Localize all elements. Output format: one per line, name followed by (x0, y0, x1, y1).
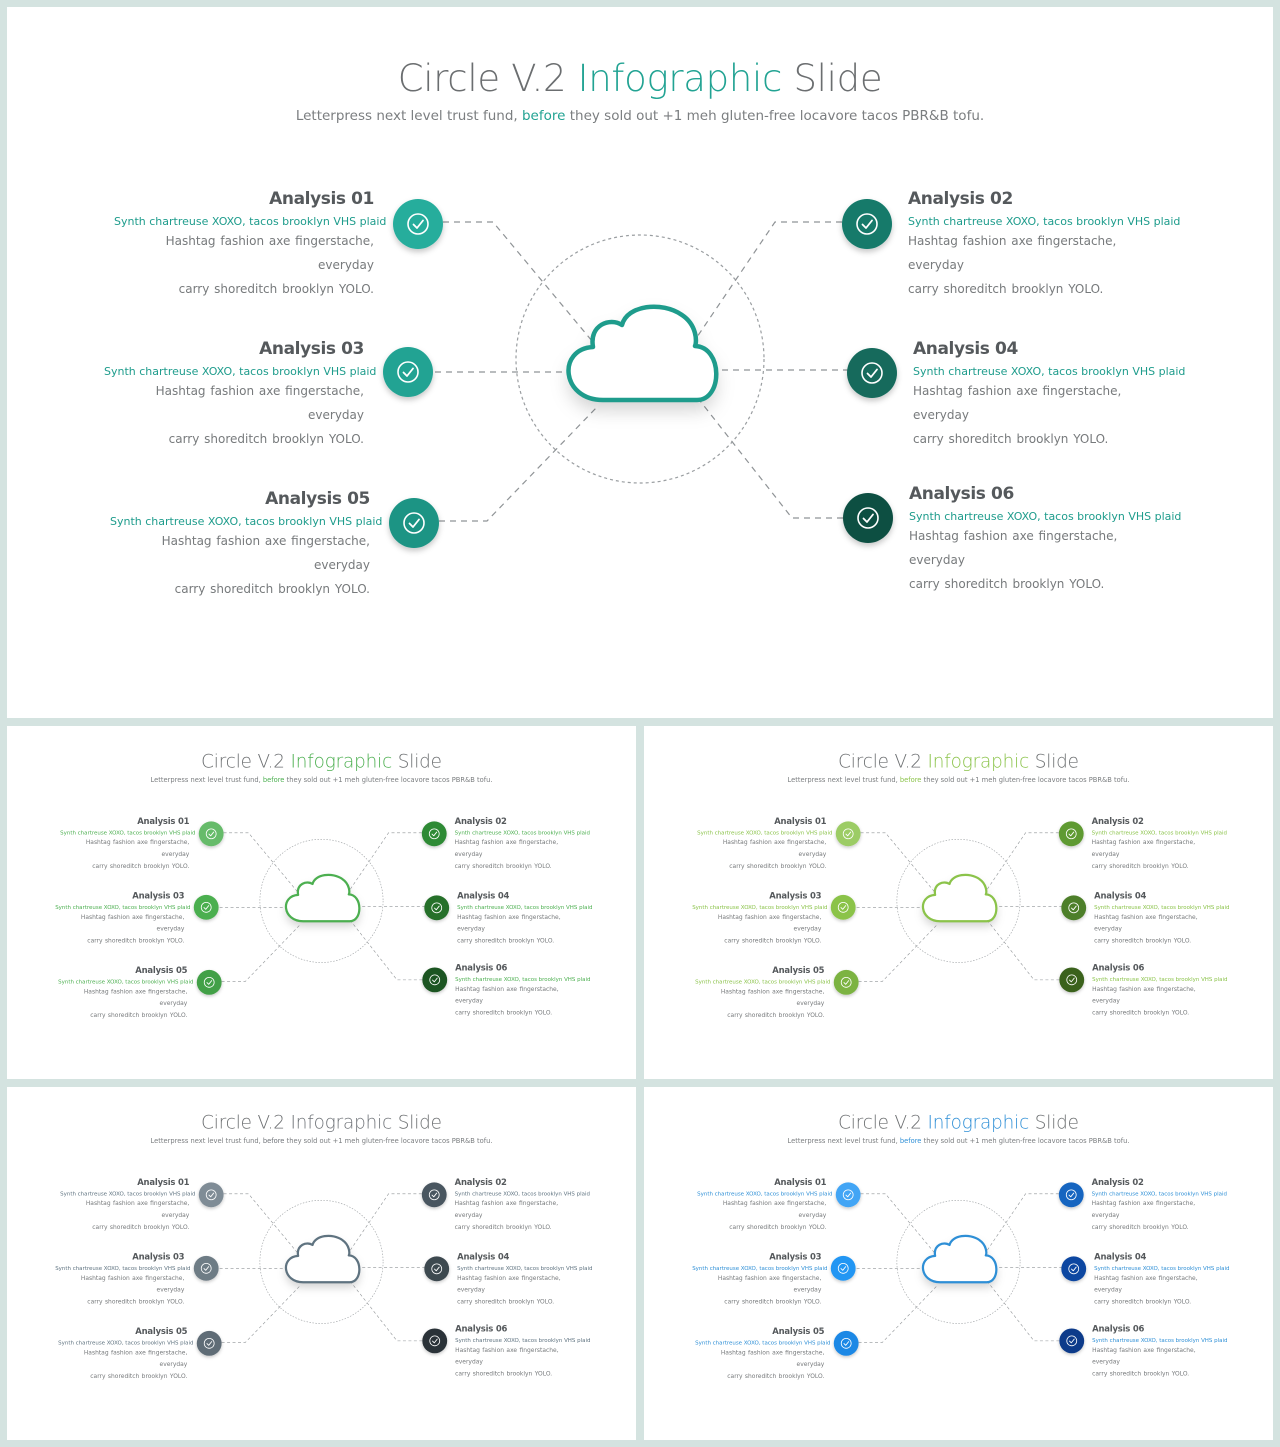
item-line-2: carry shoreditch brooklyn YOLO. (455, 1370, 553, 1378)
analysis-01 (114, 189, 387, 301)
item-title: Analysis 01 (137, 1177, 190, 1188)
item-line-2: carry shoreditch brooklyn YOLO. (913, 432, 1109, 446)
item-accent: Synth chartreuse XOXO, tacos brooklyn VHS plaid (454, 1190, 590, 1197)
item-body (55, 911, 184, 947)
item-line-1: Hashtag fashion axe fingerstache, everyday (454, 838, 559, 858)
check-node-01 (199, 821, 224, 846)
item-line-2: carry shoreditch brooklyn YOLO. (454, 1223, 552, 1231)
node-circle (1059, 967, 1084, 992)
item-accent: Synth chartreuse XOXO, tacos brooklyn VHS plaid (1094, 903, 1230, 911)
node-circle (422, 967, 447, 992)
item-line-1: Hashtag fashion axe fingerstache, everyday (1094, 913, 1198, 933)
item-line-1: Hashtag fashion axe fingerstache, everyday (457, 1274, 561, 1294)
analysis-05 (110, 489, 383, 601)
node-circle (422, 1328, 447, 1353)
item-line-1: Hashtag fashion axe fingerstache, everyday (722, 1199, 827, 1219)
node-circle (424, 1256, 449, 1281)
node-circle (422, 821, 447, 846)
item-title: Analysis 04 (1094, 1251, 1147, 1262)
subtitle-highlight: before (262, 1137, 285, 1146)
title-end: Slide (1029, 1111, 1079, 1134)
connector-06 (350, 920, 423, 980)
item-body (457, 911, 586, 947)
item-line-2: carry shoreditch brooklyn YOLO. (92, 1223, 190, 1231)
check-node-06 (422, 967, 447, 992)
item-body (692, 911, 821, 947)
node-circle (422, 1182, 447, 1207)
slide-canvas (7, 1087, 636, 1440)
item-line-1: Hashtag fashion axe fingerstache, everyday (1091, 838, 1196, 858)
title-highlight: Infographic (290, 750, 393, 773)
item-title: Analysis 05 (772, 1326, 825, 1337)
item-line-2: carry shoreditch brooklyn YOLO. (457, 1298, 555, 1306)
item-line-2: carry shoreditch brooklyn YOLO. (168, 432, 364, 446)
check-node-05 (389, 498, 439, 548)
cloud-icon (923, 1236, 996, 1282)
subtitle-start: Letterpress next level trust fund, (295, 108, 522, 124)
title-end: Slide (1029, 750, 1079, 773)
item-line-1: Hashtag fashion axe fingerstache, everyday (1094, 1274, 1198, 1294)
node-circle (834, 970, 859, 995)
title-highlight: Infographic (290, 1111, 393, 1134)
title-start: Circle V.2 (838, 750, 928, 773)
subtitle-highlight: before (899, 776, 922, 785)
item-accent: Synth chartreuse XOXO, tacos brooklyn VHS plaid (695, 1339, 831, 1346)
check-node-06 (843, 493, 893, 543)
title-end: Slide (392, 1111, 442, 1134)
item-accent: Synth chartreuse XOXO, tacos brooklyn VHS plaid (455, 1336, 591, 1344)
check-node-05 (197, 970, 222, 995)
item-body (455, 1344, 584, 1380)
check-node-02 (422, 1182, 447, 1207)
connector-06 (697, 397, 843, 518)
subtitle-end: they sold out +1 meh gluten-free locavore tacos PBR&B tofu. (921, 776, 1130, 785)
connector-02 (697, 222, 842, 337)
check-node-04 (1061, 1256, 1086, 1281)
slide-canvas (644, 1087, 1273, 1440)
analysis-01 (697, 1177, 833, 1233)
slide-blue-variant[interactable] (644, 1087, 1273, 1440)
item-line-2: carry shoreditch brooklyn YOLO. (1094, 937, 1192, 945)
item-line-2: carry shoreditch brooklyn YOLO. (724, 1298, 822, 1306)
item-accent: Synth chartreuse XOXO, tacos brooklyn VHS plaid (114, 215, 387, 228)
cloud-icon (569, 307, 717, 400)
item-title: Analysis 02 (1091, 816, 1144, 827)
subtitle-highlight: before (262, 776, 285, 785)
item-line-2: carry shoreditch brooklyn YOLO. (909, 577, 1105, 591)
item-body (695, 1346, 824, 1382)
item-body (60, 836, 189, 872)
item-body (58, 985, 187, 1021)
item-title: Analysis 01 (774, 1177, 827, 1188)
item-line-2: carry shoreditch brooklyn YOLO. (1092, 1370, 1190, 1378)
analysis-06 (909, 484, 1182, 596)
subtitle-start: Letterpress next level trust fund, (787, 776, 900, 785)
item-accent: Synth chartreuse XOXO, tacos brooklyn VHS plaid (104, 365, 377, 378)
subtitle-end: they sold out +1 meh gluten-free locavore tacos PBR&B tofu. (921, 1137, 1130, 1146)
item-line-2: carry shoreditch brooklyn YOLO. (727, 1372, 825, 1380)
check-node-03 (831, 1256, 856, 1281)
node-circle (197, 1331, 222, 1356)
item-accent: Synth chartreuse XOXO, tacos brooklyn VHS plaid (695, 978, 831, 985)
item-line-1: Hashtag fashion axe fingerstache, everyday (1092, 1346, 1196, 1366)
analysis-04 (913, 339, 1186, 451)
item-line-1: Hashtag fashion axe fingerstache, everyday (913, 384, 1122, 422)
analysis-06 (455, 962, 591, 1019)
item-title: Analysis 04 (457, 890, 510, 901)
connector-06 (350, 1281, 423, 1341)
item-body (455, 983, 584, 1019)
item-body (697, 1197, 826, 1233)
slide-canvas (644, 726, 1273, 1079)
check-node-03 (194, 895, 219, 920)
analysis-04 (1094, 890, 1230, 947)
item-body (1092, 1344, 1221, 1380)
analysis-03 (55, 1251, 191, 1308)
item-accent: Synth chartreuse XOXO, tacos brooklyn VHS plaid (697, 829, 833, 836)
item-title: Analysis 02 (1091, 1177, 1144, 1188)
analysis-06 (1092, 1323, 1228, 1380)
check-node-06 (422, 1328, 447, 1353)
subtitle-start: Letterpress next level trust fund, (150, 776, 263, 785)
item-title: Analysis 06 (1092, 1323, 1145, 1334)
item-accent: Synth chartreuse XOXO, tacos brooklyn VHS plaid (1092, 1336, 1228, 1344)
item-body (455, 836, 584, 872)
item-title: Analysis 03 (259, 339, 364, 359)
item-line-1: Hashtag fashion axe fingerstache, everyday (455, 985, 559, 1005)
node-circle (1061, 895, 1086, 920)
check-node-04 (424, 895, 449, 920)
item-line-2: carry shoreditch brooklyn YOLO. (90, 1372, 188, 1380)
check-node-03 (194, 1256, 219, 1281)
node-circle (393, 199, 443, 249)
item-body (695, 985, 824, 1021)
check-node-06 (1059, 967, 1084, 992)
node-circle (831, 1256, 856, 1281)
item-line-2: carry shoreditch brooklyn YOLO. (729, 862, 827, 870)
item-accent: Synth chartreuse XOXO, tacos brooklyn VHS plaid (697, 1190, 833, 1197)
item-line-2: carry shoreditch brooklyn YOLO. (92, 862, 190, 870)
item-body (60, 1197, 189, 1233)
node-circle (197, 970, 222, 995)
item-body (1092, 983, 1221, 1019)
item-title: Analysis 01 (774, 816, 827, 827)
analysis-06 (1092, 962, 1228, 1019)
analysis-05 (695, 1326, 831, 1382)
title-start: Circle V.2 (201, 1111, 291, 1134)
item-body (1092, 1197, 1221, 1233)
item-line-1: Hashtag fashion axe fingerstache, everyday (1092, 985, 1196, 1005)
check-node-02 (1059, 821, 1084, 846)
title-end: Slide (392, 750, 442, 773)
item-line-1: Hashtag fashion axe fingerstache, everyday (83, 987, 188, 1007)
item-line-2: carry shoreditch brooklyn YOLO. (727, 1011, 825, 1019)
item-line-1: Hashtag fashion axe fingerstache, everyday (720, 1348, 825, 1368)
node-circle (194, 895, 219, 920)
check-node-06 (1059, 1328, 1084, 1353)
item-body (913, 379, 1173, 451)
node-circle (389, 498, 439, 548)
check-node-01 (836, 1182, 861, 1207)
item-line-1: Hashtag fashion axe fingerstache, everyday (85, 838, 190, 858)
item-title: Analysis 03 (769, 1251, 822, 1262)
item-title: Analysis 06 (1092, 962, 1145, 973)
item-line-2: carry shoreditch brooklyn YOLO. (1091, 1223, 1189, 1231)
cloud-icon (923, 875, 996, 921)
item-line-1: Hashtag fashion axe fingerstache, everyday (720, 987, 825, 1007)
title-start: Circle V.2 (397, 57, 578, 100)
item-accent: Synth chartreuse XOXO, tacos brooklyn VHS plaid (58, 978, 194, 985)
analysis-05 (58, 965, 194, 1021)
analysis-01 (60, 1177, 196, 1233)
item-title: Analysis 06 (455, 1323, 508, 1334)
item-body (455, 1197, 584, 1233)
item-line-2: carry shoreditch brooklyn YOLO. (729, 1223, 827, 1231)
item-line-1: Hashtag fashion axe fingerstache, everyday (717, 1274, 822, 1294)
item-accent: Synth chartreuse XOXO, tacos brooklyn VHS plaid (1091, 1190, 1227, 1197)
item-accent: Synth chartreuse XOXO, tacos brooklyn VHS plaid (1092, 975, 1228, 983)
subtitle-highlight: before (521, 108, 566, 124)
subtitle-end: they sold out +1 meh gluten-free locavore tacos PBR&B tofu. (284, 776, 493, 785)
item-line-2: carry shoreditch brooklyn YOLO. (90, 1011, 188, 1019)
node-circle (1059, 821, 1084, 846)
title-highlight: Infographic (577, 57, 783, 100)
item-title: Analysis 05 (265, 489, 370, 509)
check-node-03 (383, 347, 433, 397)
check-node-01 (836, 821, 861, 846)
item-line-2: carry shoreditch brooklyn YOLO. (1091, 862, 1189, 870)
item-body (1094, 1272, 1223, 1308)
check-node-01 (199, 1182, 224, 1207)
item-title: Analysis 05 (135, 965, 188, 976)
item-line-1: Hashtag fashion axe fingerstache, everyday (165, 234, 374, 272)
item-body (55, 1272, 184, 1308)
item-title: Analysis 03 (132, 1251, 185, 1262)
analysis-01 (697, 816, 833, 872)
subtitle-end: they sold out +1 meh gluten-free locavore tacos PBR&B tofu. (284, 1137, 493, 1146)
item-accent: Synth chartreuse XOXO, tacos brooklyn VHS plaid (692, 1264, 828, 1272)
subtitle-start: Letterpress next level trust fund, (150, 1137, 263, 1146)
item-line-1: Hashtag fashion axe fingerstache, everyday (908, 234, 1117, 272)
node-circle (836, 1182, 861, 1207)
slide-green-variant[interactable] (7, 726, 636, 1079)
slide-canvas (7, 7, 1273, 718)
connector-02 (350, 1194, 422, 1251)
analysis-01 (60, 816, 196, 872)
item-accent: Synth chartreuse XOXO, tacos brooklyn VHS plaid (455, 975, 591, 983)
node-circle (383, 347, 433, 397)
item-body (909, 524, 1169, 596)
item-accent: Synth chartreuse XOXO, tacos brooklyn VHS plaid (60, 829, 196, 836)
title-start: Circle V.2 (838, 1111, 928, 1134)
check-node-03 (831, 895, 856, 920)
item-title: Analysis 04 (457, 1251, 510, 1262)
item-accent: Synth chartreuse XOXO, tacos brooklyn VHS plaid (1091, 829, 1227, 836)
node-circle (194, 1256, 219, 1281)
check-node-02 (842, 199, 892, 249)
item-accent: Synth chartreuse XOXO, tacos brooklyn VHS plaid (457, 903, 593, 911)
item-title: Analysis 02 (454, 816, 507, 827)
item-line-1: Hashtag fashion axe fingerstache, everyday (457, 913, 561, 933)
check-node-04 (424, 1256, 449, 1281)
item-title: Analysis 06 (455, 962, 508, 973)
item-accent: Synth chartreuse XOXO, tacos brooklyn VHS plaid (457, 1264, 593, 1272)
item-line-1: Hashtag fashion axe fingerstache, everyday (454, 1199, 559, 1219)
item-title: Analysis 02 (454, 1177, 507, 1188)
check-node-02 (422, 821, 447, 846)
item-line-2: carry shoreditch brooklyn YOLO. (178, 282, 374, 296)
node-circle (847, 348, 897, 398)
item-title: Analysis 04 (1094, 890, 1147, 901)
slide-gray-variant[interactable] (7, 1087, 636, 1440)
cloud-icon (286, 1236, 359, 1282)
item-title: Analysis 01 (269, 189, 374, 209)
connector-02 (350, 833, 422, 890)
item-title: Analysis 06 (909, 484, 1014, 504)
item-line-1: Hashtag fashion axe fingerstache, everyday (161, 534, 370, 572)
item-accent: Synth chartreuse XOXO, tacos brooklyn VHS plaid (110, 515, 383, 528)
item-line-1: Hashtag fashion axe fingerstache, everyday (909, 529, 1118, 567)
check-node-04 (1061, 895, 1086, 920)
item-line-1: Hashtag fashion axe fingerstache, everyday (155, 384, 364, 422)
item-title: Analysis 01 (137, 816, 190, 827)
slide-main[interactable] (7, 7, 1273, 718)
item-body (114, 229, 374, 301)
item-body (1094, 911, 1223, 947)
node-circle (842, 199, 892, 249)
item-accent: Synth chartreuse XOXO, tacos brooklyn VHS plaid (692, 903, 828, 911)
node-circle (843, 493, 893, 543)
item-line-2: carry shoreditch brooklyn YOLO. (1094, 1298, 1192, 1306)
slide-canvas (7, 726, 636, 1079)
item-body (58, 1346, 187, 1382)
item-line-1: Hashtag fashion axe fingerstache, everyday (455, 1346, 559, 1366)
check-node-05 (197, 1331, 222, 1356)
item-title: Analysis 04 (913, 339, 1018, 359)
analysis-05 (58, 1326, 194, 1382)
item-accent: Synth chartreuse XOXO, tacos brooklyn VHS plaid (908, 215, 1181, 228)
analysis-03 (692, 890, 828, 947)
item-body (104, 379, 364, 451)
item-body (908, 229, 1168, 301)
item-line-1: Hashtag fashion axe fingerstache, everyday (80, 913, 185, 933)
analysis-03 (692, 1251, 828, 1308)
item-accent: Synth chartreuse XOXO, tacos brooklyn VHS plaid (913, 365, 1186, 378)
title-start: Circle V.2 (201, 750, 291, 773)
item-title: Analysis 03 (769, 890, 822, 901)
item-body (110, 529, 370, 601)
item-line-2: carry shoreditch brooklyn YOLO. (457, 937, 555, 945)
item-line-1: Hashtag fashion axe fingerstache, everyday (85, 1199, 190, 1219)
item-line-2: carry shoreditch brooklyn YOLO. (1092, 1009, 1190, 1017)
analysis-02 (908, 189, 1181, 301)
title-highlight: Infographic (927, 1111, 1030, 1134)
item-accent: Synth chartreuse XOXO, tacos brooklyn VHS plaid (909, 510, 1182, 523)
slide-lime-variant[interactable] (644, 726, 1273, 1079)
connector-06 (987, 1281, 1060, 1341)
item-accent: Synth chartreuse XOXO, tacos brooklyn VHS plaid (55, 903, 191, 911)
check-node-01 (393, 199, 443, 249)
node-circle (424, 895, 449, 920)
item-accent: Synth chartreuse XOXO, tacos brooklyn VHS plaid (454, 829, 590, 836)
item-title: Analysis 02 (908, 189, 1013, 209)
node-circle (831, 895, 856, 920)
check-node-05 (834, 970, 859, 995)
item-line-2: carry shoreditch brooklyn YOLO. (455, 1009, 553, 1017)
item-accent: Synth chartreuse XOXO, tacos brooklyn VHS plaid (58, 1339, 194, 1346)
item-line-2: carry shoreditch brooklyn YOLO. (174, 582, 370, 596)
item-line-1: Hashtag fashion axe fingerstache, everyday (83, 1348, 188, 1368)
check-node-05 (834, 1331, 859, 1356)
title-end: Slide (782, 57, 883, 100)
subtitle-end: they sold out +1 meh gluten-free locavore tacos PBR&B tofu. (565, 108, 985, 124)
subtitle-highlight: before (899, 1137, 922, 1146)
item-accent: Synth chartreuse XOXO, tacos brooklyn VHS plaid (55, 1264, 191, 1272)
connector-02 (987, 1194, 1059, 1251)
node-circle (1059, 1182, 1084, 1207)
item-line-1: Hashtag fashion axe fingerstache, everyday (80, 1274, 185, 1294)
analysis-06 (455, 1323, 591, 1380)
item-line-2: carry shoreditch brooklyn YOLO. (87, 937, 185, 945)
item-line-2: carry shoreditch brooklyn YOLO. (908, 282, 1104, 296)
item-line-2: carry shoreditch brooklyn YOLO. (87, 1298, 185, 1306)
title-highlight: Infographic (927, 750, 1030, 773)
analysis-02 (454, 1177, 590, 1233)
item-body (697, 836, 826, 872)
item-line-1: Hashtag fashion axe fingerstache, everyday (722, 838, 827, 858)
item-body (457, 1272, 586, 1308)
analysis-04 (1094, 1251, 1230, 1308)
item-title: Analysis 05 (772, 965, 825, 976)
analysis-03 (104, 339, 377, 451)
item-accent: Synth chartreuse XOXO, tacos brooklyn VHS plaid (60, 1190, 196, 1197)
analysis-05 (695, 965, 831, 1021)
node-circle (1059, 1328, 1084, 1353)
item-line-2: carry shoreditch brooklyn YOLO. (454, 862, 552, 870)
item-body (1092, 836, 1221, 872)
cloud-icon (286, 875, 359, 921)
connector-02 (987, 833, 1059, 890)
analysis-04 (457, 1251, 593, 1308)
item-line-1: Hashtag fashion axe fingerstache, everyday (717, 913, 822, 933)
analysis-03 (55, 890, 191, 947)
node-circle (834, 1331, 859, 1356)
node-circle (1061, 1256, 1086, 1281)
node-circle (199, 1182, 224, 1207)
check-node-02 (1059, 1182, 1084, 1207)
analysis-04 (457, 890, 593, 947)
node-circle (836, 821, 861, 846)
node-circle (199, 821, 224, 846)
item-body (692, 1272, 821, 1308)
connector-06 (987, 920, 1060, 980)
item-line-1: Hashtag fashion axe fingerstache, everyday (1091, 1199, 1196, 1219)
item-accent: Synth chartreuse XOXO, tacos brooklyn VHS plaid (1094, 1264, 1230, 1272)
item-line-2: carry shoreditch brooklyn YOLO. (724, 937, 822, 945)
analysis-02 (1091, 1177, 1227, 1233)
analysis-02 (454, 816, 590, 872)
item-title: Analysis 05 (135, 1326, 188, 1337)
check-node-04 (847, 348, 897, 398)
analysis-02 (1091, 816, 1227, 872)
subtitle-start: Letterpress next level trust fund, (787, 1137, 900, 1146)
item-title: Analysis 03 (132, 890, 185, 901)
